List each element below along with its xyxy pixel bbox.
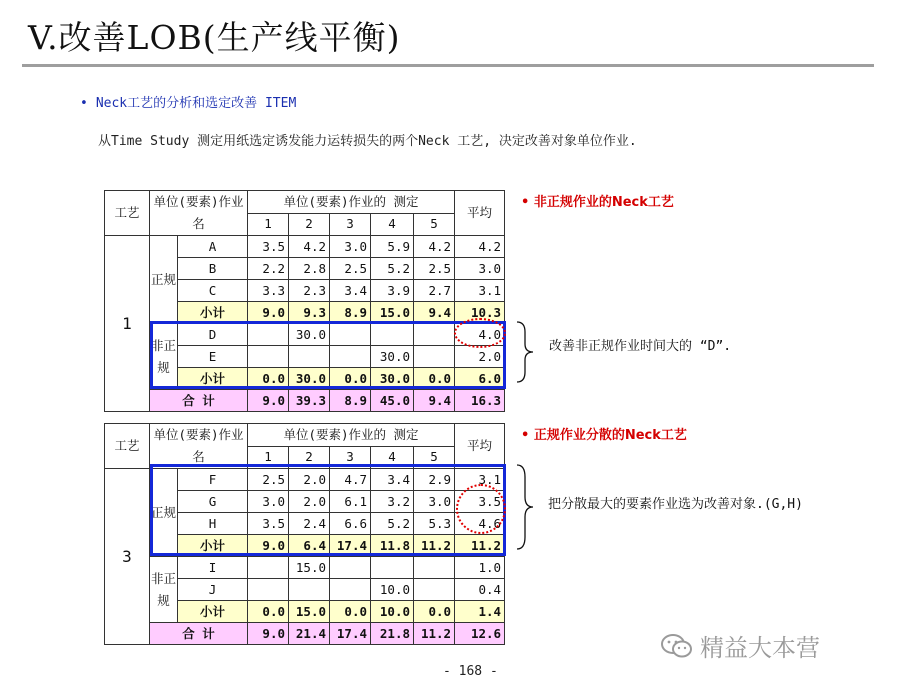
section-heading-text: Neck工艺的分析和选定改善 ITEM (95, 96, 297, 111)
header-row (105, 424, 505, 447)
total-cell: 8.9 (330, 390, 371, 412)
measurement-cell (414, 579, 455, 601)
measurement-cell: 15.0 (289, 557, 330, 579)
subtotal-label: 小计 (178, 535, 248, 557)
measurement-cell: 3.3 (248, 280, 289, 302)
measurement-cell: 2.5 (330, 258, 371, 280)
average-cell: 3.1 (455, 280, 505, 302)
measurement-cell: 3.5 (248, 236, 289, 258)
subtotal-cell: 0.0 (414, 368, 455, 390)
irregular-neck-label: • 非正规作业的Neck工艺 (521, 195, 674, 210)
measurement-cell: 3.4 (371, 469, 414, 491)
average-header: 平均 (455, 424, 505, 469)
irregular-neck-label-text: 非正规作业的Neck工艺 (533, 195, 674, 210)
average-cell: 4.0 (455, 324, 505, 346)
work-element-name: B (178, 258, 248, 280)
measurement-cell: 4.2 (289, 236, 330, 258)
subtotal-cell: 0.0 (330, 601, 371, 623)
total-label: 合 计 (150, 623, 248, 645)
regular-group-label: 正规 (150, 469, 178, 557)
subtotal-cell: 0.0 (414, 601, 455, 623)
measurement-cell: 6.1 (330, 491, 371, 513)
page-title: V.改善LOB(生产线平衡) (28, 18, 401, 57)
process-header: 工艺 (105, 424, 150, 469)
average-header: 平均 (455, 191, 505, 236)
brace-2 (513, 463, 537, 551)
measurement-cell (289, 579, 330, 601)
work-element-name: I (178, 557, 248, 579)
regular-neck-label: • 正规作业分散的Neck工艺 (521, 428, 687, 443)
total-row (105, 390, 505, 412)
page-number: - 168 - (443, 664, 498, 679)
work-element-name: E (178, 346, 248, 368)
measurement-cell: 30.0 (371, 346, 414, 368)
subtotal-average: 6.0 (455, 368, 505, 390)
wechat-icon (660, 632, 694, 660)
subtotal-cell: 9.4 (414, 302, 455, 324)
measurement-cell: 10.0 (371, 579, 414, 601)
total-average: 16.3 (455, 390, 505, 412)
d-average-highlight (454, 318, 506, 348)
measurement-header: 单位(要素)作业的 测定 (248, 191, 455, 214)
subtotal-cell: 9.0 (248, 535, 289, 557)
measurement-cell: 2.4 (289, 513, 330, 535)
total-cell: 21.4 (289, 623, 330, 645)
total-row (105, 623, 505, 645)
measurement-cell: 3.9 (371, 280, 414, 302)
measurement-cell (330, 579, 371, 601)
measurement-header: 单位(要素)作业的 测定 (248, 424, 455, 447)
title-underline (22, 64, 874, 67)
subtotal-cell: 10.0 (371, 601, 414, 623)
average-cell: 2.0 (455, 346, 505, 368)
subtotal-cell: 11.2 (414, 535, 455, 557)
total-label: 合 计 (150, 390, 248, 412)
process-number: 1 (105, 236, 150, 412)
measurement-cell: 2.0 (289, 469, 330, 491)
work-element-name: A (178, 236, 248, 258)
subtotal-cell: 30.0 (289, 368, 330, 390)
trial-column-header: 2 (289, 213, 330, 236)
subtotal-cell: 8.9 (330, 302, 371, 324)
total-cell: 21.8 (371, 623, 414, 645)
measurement-cell: 2.0 (289, 491, 330, 513)
total-cell: 11.2 (414, 623, 455, 645)
average-cell: 0.4 (455, 579, 505, 601)
average-cell: 4.6 (455, 513, 505, 535)
process-number: 3 (105, 469, 150, 645)
work-element-name: D (178, 324, 248, 346)
brace-1 (513, 320, 537, 384)
subtotal-cell: 30.0 (371, 368, 414, 390)
measurement-cell: 5.9 (371, 236, 414, 258)
subtotal-label: 小计 (178, 601, 248, 623)
watermark-text: 精益大本营 (700, 634, 820, 662)
intro-text: 从Time Study 测定用纸选定诱发能力运转损失的两个Neck 工艺, 决定改善对象单位作业. (98, 134, 637, 149)
unit-work-header: 单位(要素)作业名 (150, 424, 248, 469)
trial-column-header: 3 (330, 213, 371, 236)
trial-column-header: 3 (330, 446, 371, 469)
subtotal-cell: 0.0 (248, 601, 289, 623)
measurement-cell: 2.3 (289, 280, 330, 302)
measurement-cell: 4.7 (330, 469, 371, 491)
measurement-cell: 3.2 (371, 491, 414, 513)
measurement-cell: 5.2 (371, 513, 414, 535)
measurement-cell: 3.0 (414, 491, 455, 513)
average-cell: 3.1 (455, 469, 505, 491)
total-average: 12.6 (455, 623, 505, 645)
header-row (105, 191, 505, 214)
work-element-name: C (178, 280, 248, 302)
table-row (105, 557, 505, 579)
trial-column-header: 1 (248, 446, 289, 469)
subtotal-cell: 0.0 (248, 368, 289, 390)
measurement-cell: 3.0 (248, 491, 289, 513)
work-element-name: H (178, 513, 248, 535)
subtotal-cell: 17.4 (330, 535, 371, 557)
subtotal-cell: 15.0 (289, 601, 330, 623)
unit-work-header: 单位(要素)作业名 (150, 191, 248, 236)
note-improve-gh: 把分散最大的要素作业选为改善对象.(G,H) (548, 497, 803, 512)
watermark (660, 628, 820, 663)
trial-column-header: 4 (371, 446, 414, 469)
work-element-name: J (178, 579, 248, 601)
measurement-cell: 2.5 (248, 469, 289, 491)
section-heading (80, 92, 296, 111)
irregular-group-label: 非正规 (150, 324, 178, 390)
irregular-work-highlight (150, 321, 506, 389)
total-cell: 9.0 (248, 390, 289, 412)
total-cell: 9.0 (248, 623, 289, 645)
trial-column-header: 5 (414, 446, 455, 469)
measurement-cell: 3.5 (248, 513, 289, 535)
total-cell: 9.4 (414, 390, 455, 412)
subtotal-average: 1.4 (455, 601, 505, 623)
measurement-cell (371, 557, 414, 579)
measurement-cell: 2.5 (414, 258, 455, 280)
subtotal-label: 小计 (178, 302, 248, 324)
measurement-cell: 2.2 (248, 258, 289, 280)
average-cell: 1.0 (455, 557, 505, 579)
measurement-cell: 2.9 (414, 469, 455, 491)
subtotal-cell: 9.3 (289, 302, 330, 324)
measurement-cell: 3.4 (330, 280, 371, 302)
subtotal-average: 10.3 (455, 302, 505, 324)
average-cell: 4.2 (455, 236, 505, 258)
trial-column-header: 5 (414, 213, 455, 236)
process-header: 工艺 (105, 191, 150, 236)
average-cell: 3.0 (455, 258, 505, 280)
measurement-cell (248, 557, 289, 579)
table-row (105, 236, 505, 258)
measurement-cell: 2.8 (289, 258, 330, 280)
trial-column-header: 2 (289, 446, 330, 469)
work-element-name: G (178, 491, 248, 513)
subtotal-average: 11.2 (455, 535, 505, 557)
work-element-name: F (178, 469, 248, 491)
measurement-cell (330, 557, 371, 579)
measurement-cell: 6.6 (330, 513, 371, 535)
note-improve-d: 改善非正规作业时间大的 “D”. (549, 339, 732, 354)
subtotal-cell: 0.0 (330, 368, 371, 390)
total-cell: 39.3 (289, 390, 330, 412)
measurement-cell (414, 557, 455, 579)
average-cell: 3.5 (455, 491, 505, 513)
measurement-cell: 2.7 (414, 280, 455, 302)
regular-neck-label-text: 正规作业分散的Neck工艺 (533, 428, 687, 443)
subtotal-cell: 15.0 (371, 302, 414, 324)
subtotal-cell: 11.8 (371, 535, 414, 557)
trial-column-header: 4 (371, 213, 414, 236)
measurement-cell: 3.0 (330, 236, 371, 258)
measurement-cell: 5.3 (414, 513, 455, 535)
trial-column-header: 1 (248, 213, 289, 236)
measurement-cell: 30.0 (289, 324, 330, 346)
bullet: • (80, 96, 88, 111)
subtotal-label: 小计 (178, 368, 248, 390)
subtotal-cell: 6.4 (289, 535, 330, 557)
measurement-cell: 5.2 (371, 258, 414, 280)
irregular-group-label: 非正规 (150, 557, 178, 623)
total-cell: 45.0 (371, 390, 414, 412)
regular-work-highlight (150, 464, 506, 556)
measurement-cell: 4.2 (414, 236, 455, 258)
regular-group-label: 正规 (150, 236, 178, 324)
total-cell: 17.4 (330, 623, 371, 645)
measurement-cell (248, 579, 289, 601)
gh-average-highlight (456, 484, 506, 534)
subtotal-cell: 9.0 (248, 302, 289, 324)
